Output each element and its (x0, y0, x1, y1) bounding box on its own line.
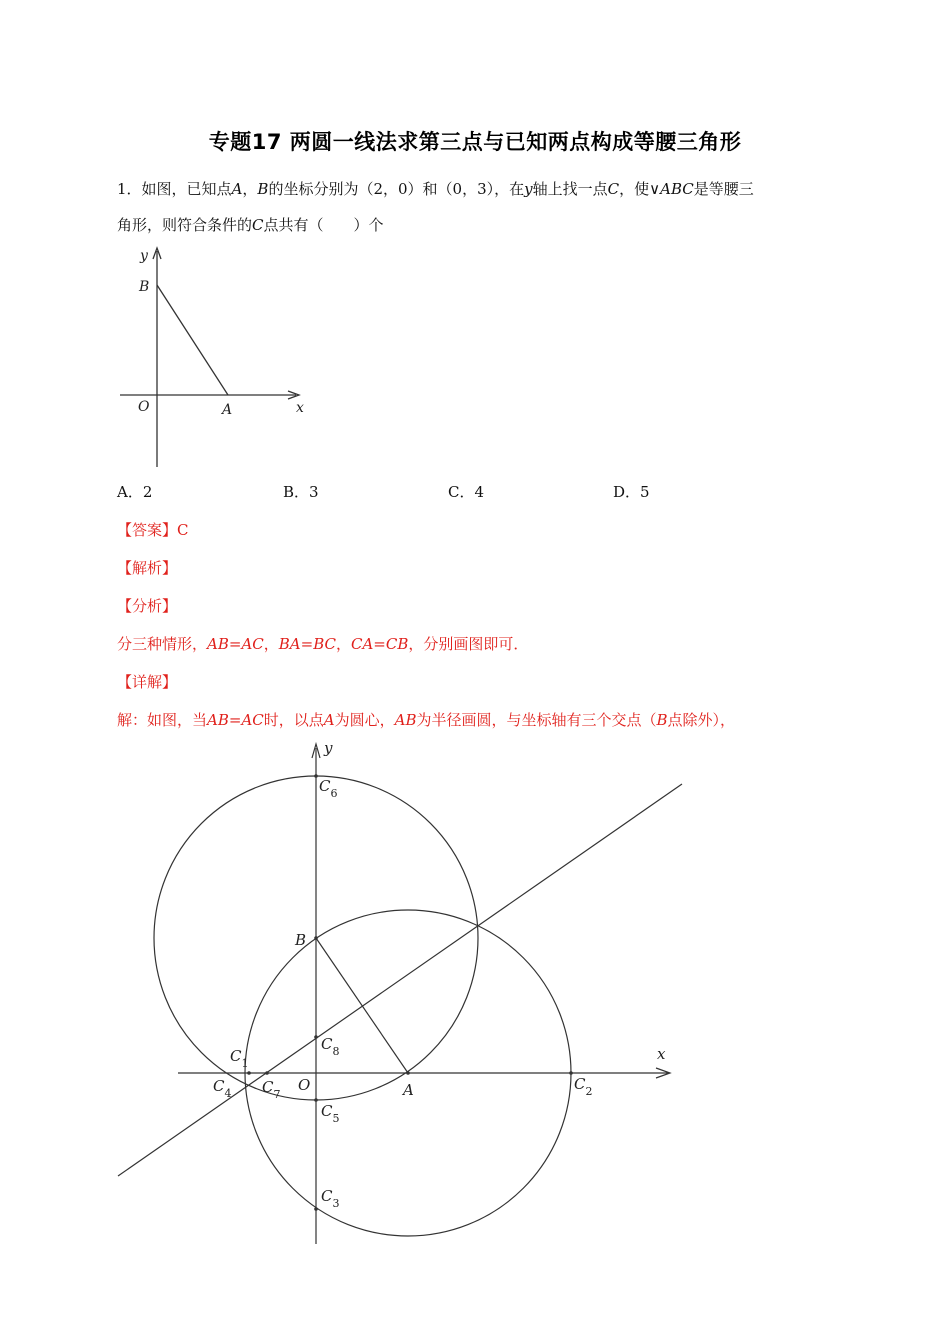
point-c5 (314, 1098, 318, 1102)
point-c7 (265, 1071, 269, 1075)
c8-label: $C_8$ (321, 1035, 340, 1058)
question-text: 的坐标分别为（2，0）和（0，3），在 (268, 180, 525, 198)
equation-ab-ac: AB=AC (207, 711, 264, 729)
point-c1 (247, 1071, 251, 1075)
point-a-ref: A (323, 711, 335, 729)
point-c8 (314, 1035, 318, 1039)
question-number: 1． (117, 180, 142, 198)
point-a-label: A (403, 1081, 414, 1099)
equation-ab-ac: AB=AC (207, 635, 264, 653)
point-a-label: A (231, 180, 243, 198)
perpendicular-bisector (118, 784, 682, 1176)
answer-value: C (177, 521, 189, 539)
equation-ba-bc: BA=BC (278, 635, 336, 653)
option-b[interactable]: B．3 (283, 483, 319, 501)
analysis-tag: 【解析】 (117, 559, 178, 577)
question-text: 点共有（ ）个 (263, 216, 384, 234)
c2-label: $C_2$ (574, 1075, 593, 1098)
point-c6 (314, 774, 318, 778)
segment-ab-ref: AB (394, 711, 417, 729)
option-d[interactable]: D．5 (613, 483, 650, 501)
question-figure (110, 243, 320, 471)
fenxi-text-part: 分三种情形， (117, 635, 208, 653)
option-c[interactable]: C．4 (448, 483, 485, 501)
detail-tag: 【详解】 (117, 673, 178, 691)
fenxi-text (117, 633, 528, 654)
c5-label: $C_5$ (321, 1102, 340, 1125)
point-a-label: A (222, 402, 233, 418)
c6-label: $C_6$ (319, 777, 338, 800)
triangle-label: ABC (660, 180, 694, 198)
fenxi-text-part: ， (263, 635, 279, 653)
y-label: y (324, 739, 333, 757)
option-a[interactable]: A．2 (117, 483, 153, 501)
question-line-1 (117, 178, 754, 199)
point-c3 (314, 1207, 318, 1211)
c4-label: $C_4$ (213, 1077, 232, 1100)
c7-label: $C_7$ (262, 1078, 281, 1101)
detail-text-part: 解：如图，当 (117, 711, 208, 729)
detail-text-part: 为半径画圆，与坐标轴有三个交点（ (416, 711, 657, 729)
detail-text-part: 为圆心， (334, 711, 395, 729)
y-label: y (140, 248, 148, 264)
question-text: ， (242, 180, 258, 198)
question-text: 是等腰三 (693, 180, 754, 198)
x-label: x (657, 1045, 666, 1063)
point-b (314, 936, 318, 940)
point-b-ref: B (656, 711, 668, 729)
c1-label: $C_1$ (230, 1047, 249, 1070)
point-b-label: B (139, 279, 150, 295)
point-c-label: C (252, 216, 264, 234)
intersection-points (247, 774, 573, 1211)
answer-line (117, 519, 189, 540)
fenxi-text-part: ， (335, 635, 351, 653)
point-b-label: B (295, 931, 307, 949)
point-b-label: B (257, 180, 269, 198)
point-c-label: C (607, 180, 620, 198)
question-text: 如图，已知点 (141, 180, 232, 198)
point-a (406, 1071, 410, 1075)
origin-label: O (138, 399, 150, 415)
question-text: 角形，则符合条件的 (117, 216, 253, 234)
question-line-2 (117, 214, 384, 235)
detail-text-part: 时，以点 (263, 711, 324, 729)
detail-text (117, 709, 735, 730)
point-c2 (569, 1071, 573, 1075)
fenxi-text-part: ，分别画图即可． (408, 635, 529, 653)
segment-ab (157, 285, 228, 395)
origin-label: O (298, 1076, 311, 1094)
question-text: ，使∨ (619, 180, 661, 198)
detail-text-part: 点除外）， (667, 711, 736, 729)
solution-figure (0, 730, 950, 1250)
x-label: x (296, 400, 304, 416)
c3-label: $C_3$ (321, 1187, 340, 1210)
answer-tag: 【答案】 (117, 521, 178, 539)
fenxi-tag: 【分析】 (117, 597, 178, 615)
page-title: 专题17 两圆一线法求第三点与已知两点构成等腰三角形 (208, 130, 742, 154)
equation-ca-cb: CA=CB (350, 635, 409, 653)
axis-y-label: y (524, 180, 533, 198)
question-text: 轴上找一点 (532, 180, 608, 198)
